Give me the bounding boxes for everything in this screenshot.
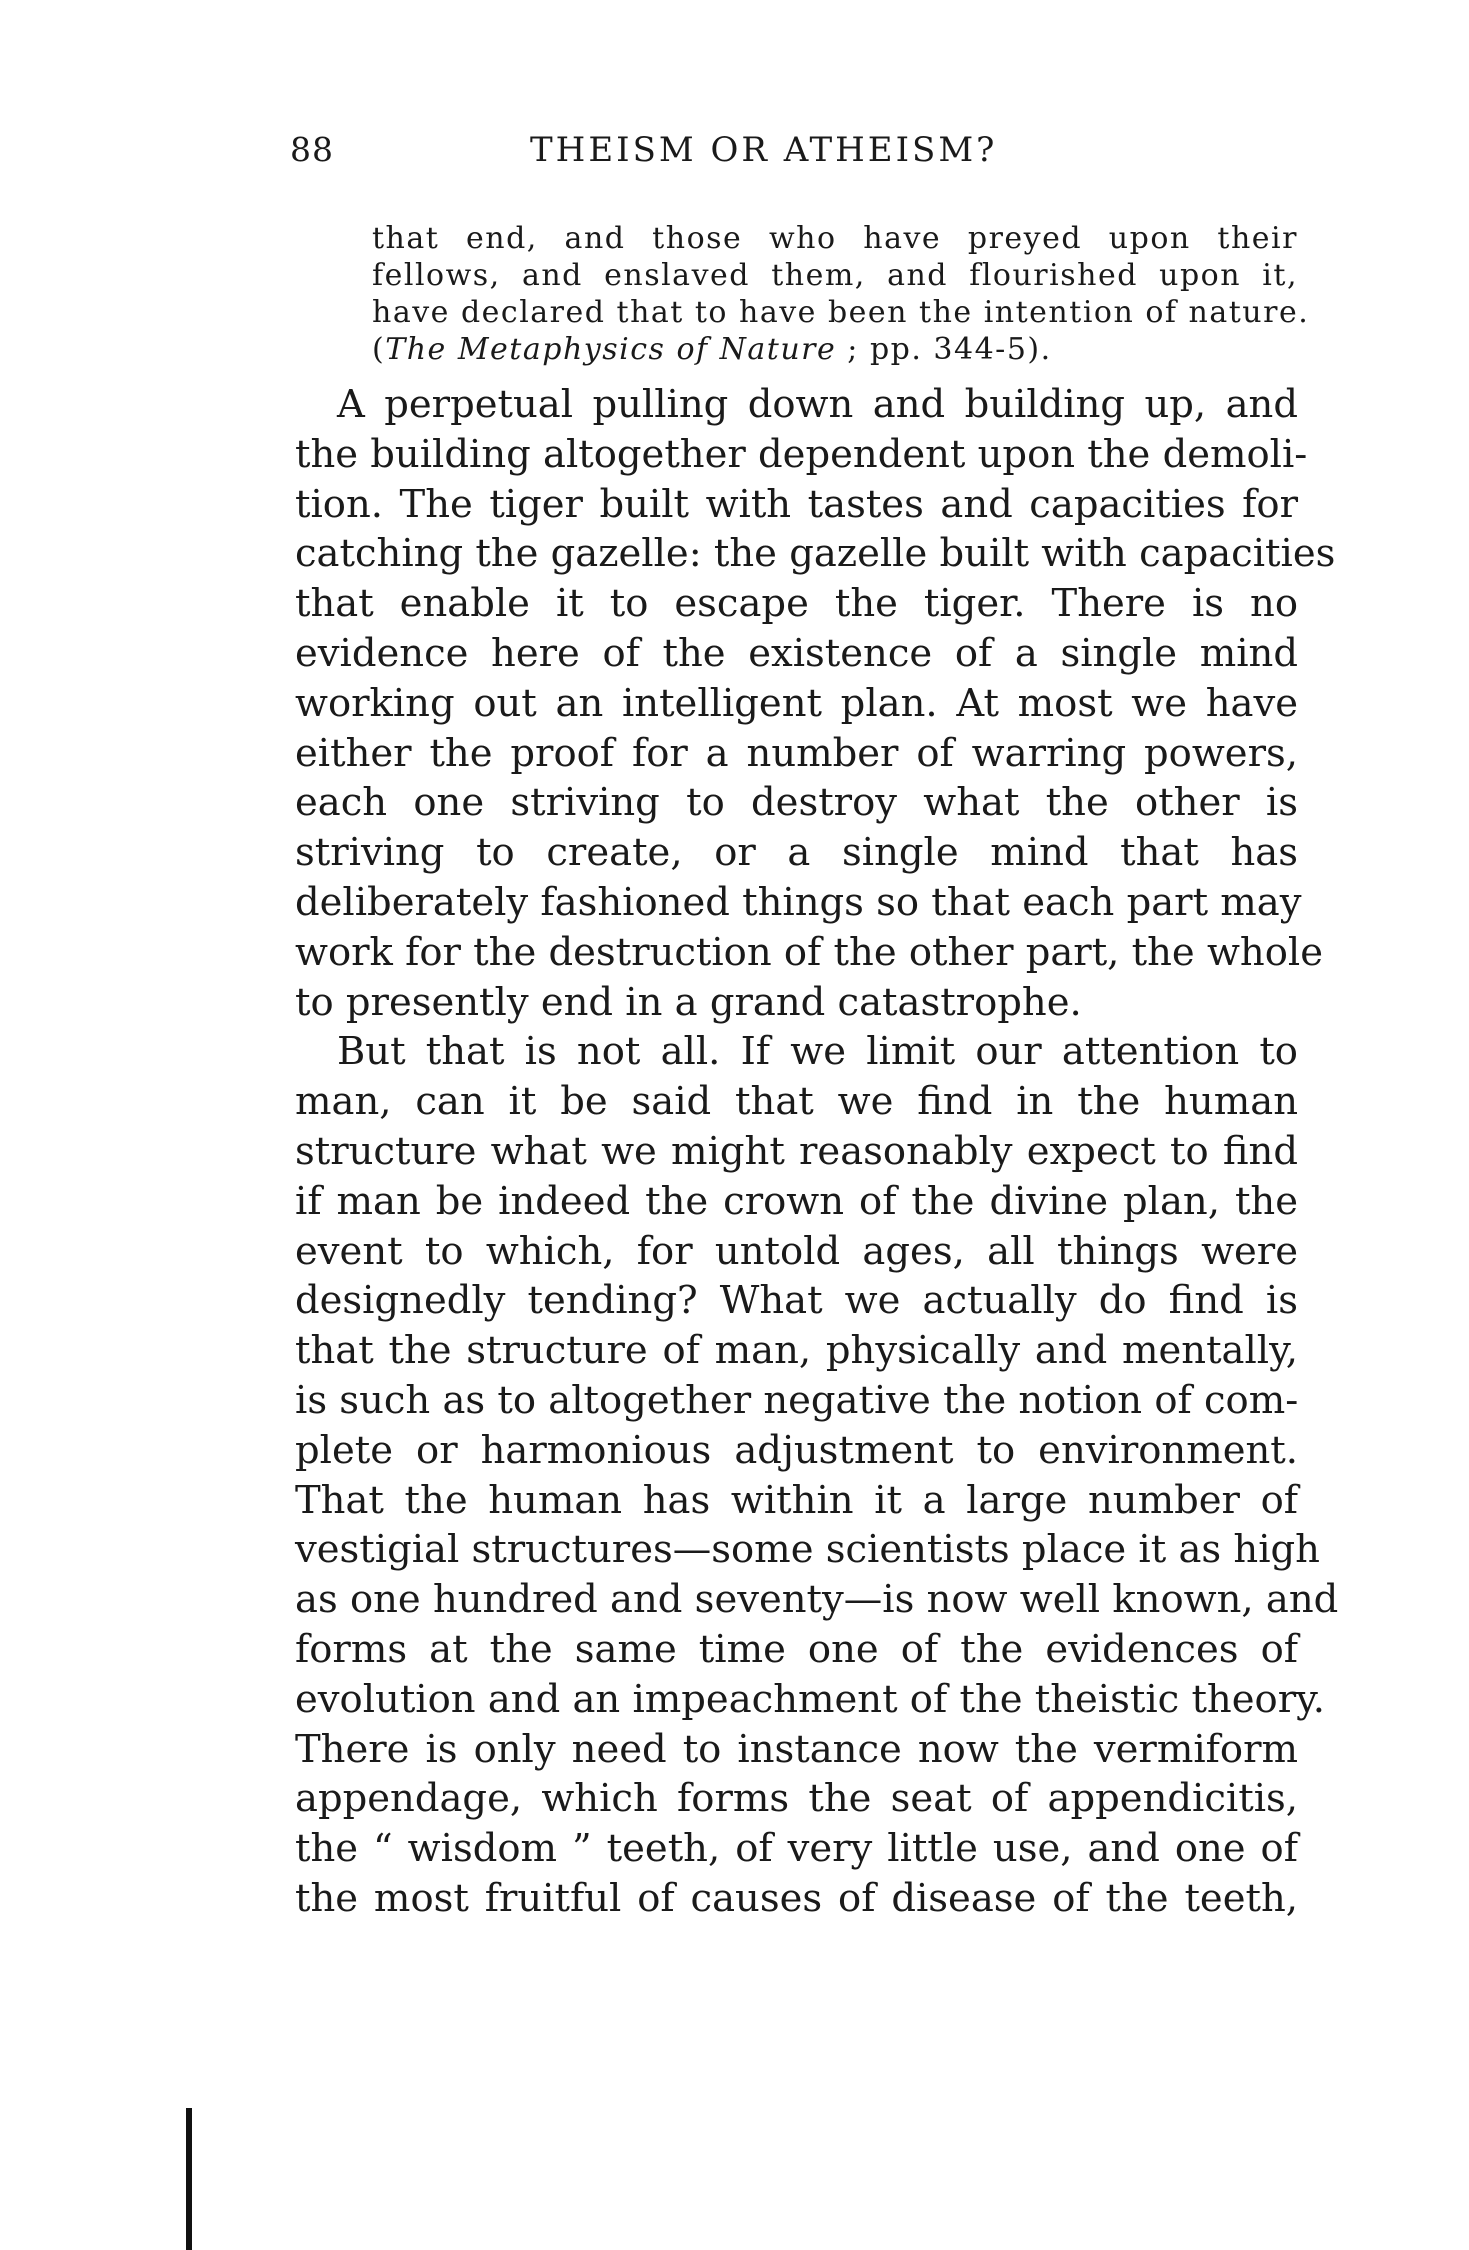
running-head: THEISM OR ATHEISM? xyxy=(530,130,998,170)
text-line: the building altogether dependent upon the demoli- xyxy=(295,431,1308,477)
text-line: evolution and an impeachment of the theistic theory. xyxy=(295,1676,1325,1722)
text-line: appendage, which forms the seat of appendicitis, xyxy=(295,1776,1298,1822)
paragraph-2 xyxy=(295,1027,1339,1923)
page-header xyxy=(290,130,1290,174)
page-number: 88 xyxy=(290,130,334,169)
text-line: the “ wisdom ” teeth, of very little use, and one of xyxy=(295,1826,1298,1872)
citation-rest: ; pp. 344-5). xyxy=(836,332,1052,367)
citation-title: The Metaphysics of Nature xyxy=(385,332,837,367)
body-text xyxy=(295,380,1339,1924)
text-line: deliberately fashioned things so that each part may xyxy=(295,879,1302,925)
quote-line: that end, and those who have preyed upon their xyxy=(372,221,1298,256)
text-line: plete or harmonious adjustment to environment. xyxy=(295,1427,1298,1473)
text-line: working out an intelligent plan. At most we have xyxy=(295,680,1298,726)
text-line: There is only need to instance now the vermiform xyxy=(295,1726,1298,1772)
text-line: as one hundred and seventy—is now well known, and xyxy=(295,1577,1339,1623)
citation-open: ( xyxy=(372,332,386,367)
margin-mark xyxy=(186,2108,192,2250)
text-line: work for the destruction of the other part, the whole xyxy=(295,929,1323,975)
text-line: each one striving to destroy what the other is xyxy=(295,780,1298,826)
text-line: event to which, for untold ages, all things were xyxy=(295,1228,1298,1274)
text-line: designedly tending? What we actually do find is xyxy=(295,1278,1298,1324)
text-line: forms at the same time one of the evidences of xyxy=(295,1626,1298,1672)
block-quote xyxy=(372,220,1310,368)
text-line: tion. The tiger built with tastes and capacities for xyxy=(295,481,1298,527)
text-line: catching the gazelle: the gazelle built with capacities xyxy=(295,531,1336,577)
text-line: A perpetual pulling down and building up, and xyxy=(337,382,1298,427)
text-line: either the proof for a number of warring powers, xyxy=(295,730,1298,776)
text-line: vestigial structures—some scientists place it as high xyxy=(295,1527,1320,1573)
quote-citation xyxy=(372,331,1298,368)
paragraph-1 xyxy=(295,380,1336,1027)
text-line: But that is not all. If we limit our attention to xyxy=(337,1029,1298,1075)
text-line: if man be indeed the crown of the divine plan, the xyxy=(295,1178,1298,1224)
text-line: is such as to altogether negative the notion of com- xyxy=(295,1377,1299,1423)
quote-line: fellows, and enslaved them, and flourished upon it, xyxy=(372,258,1298,293)
text-line: structure what we might reasonably expect to find xyxy=(295,1128,1298,1174)
text-line: That the human has within it a large number of xyxy=(295,1477,1298,1523)
quote-line: have declared that to have been the intention of nature. xyxy=(372,295,1310,330)
text-line: the most fruitful of causes of disease of the teeth, xyxy=(295,1875,1298,1921)
text-line: that enable it to escape the tiger. There is no xyxy=(295,581,1298,627)
text-line: to presently end in a grand catastrophe. xyxy=(295,979,1082,1025)
text-line: evidence here of the existence of a single mind xyxy=(295,630,1298,676)
text-line: striving to create, or a single mind that has xyxy=(295,830,1298,876)
text-line: that the structure of man, physically and mentally, xyxy=(295,1328,1298,1374)
text-line: man, can it be said that we find in the human xyxy=(295,1079,1298,1125)
